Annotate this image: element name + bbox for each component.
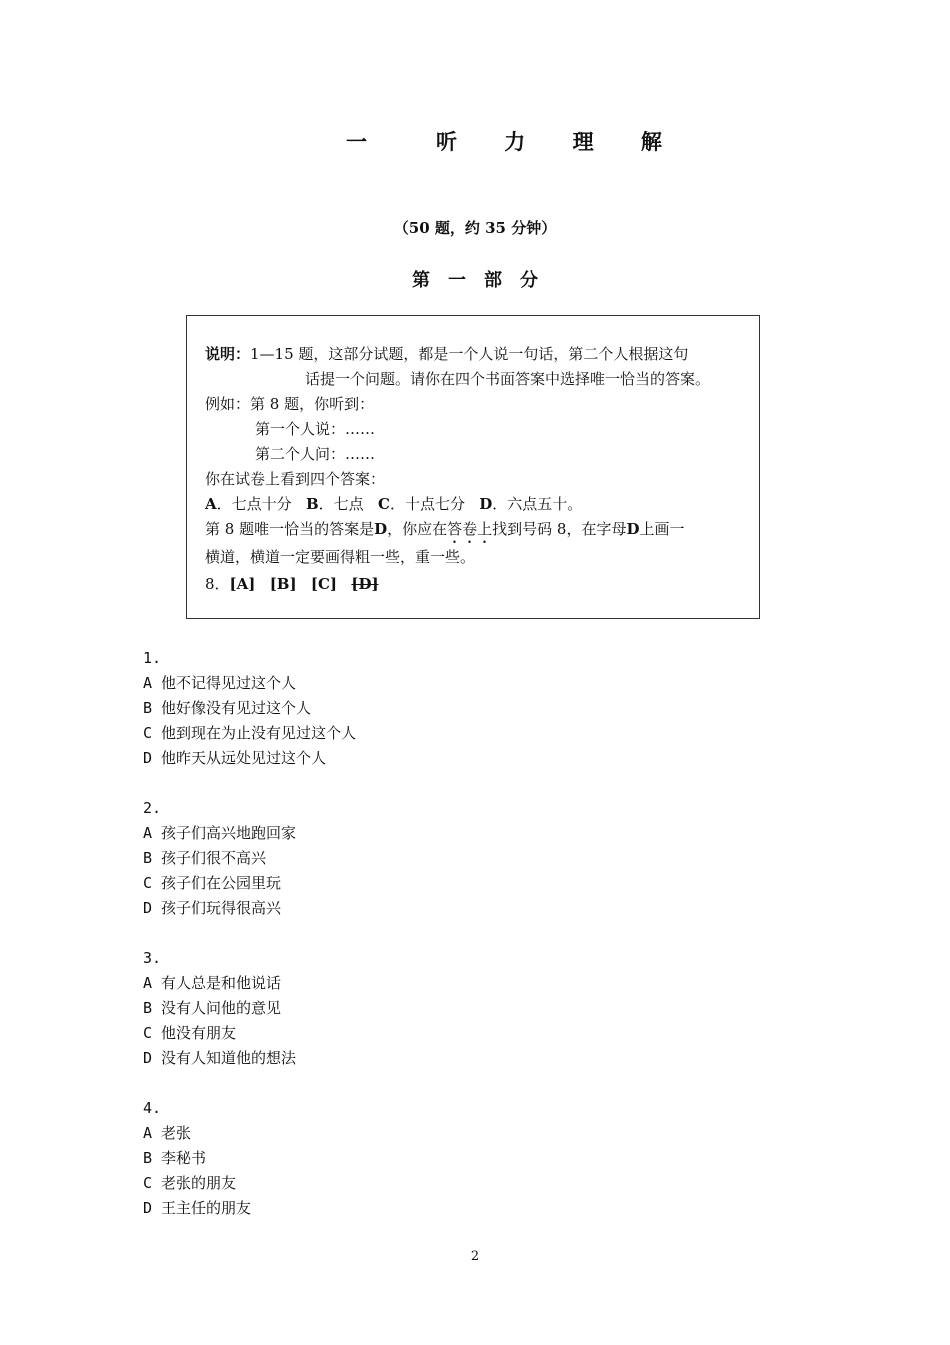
sample-answer-sheet: 8．[A] [B] [C] [D]	[205, 575, 379, 593]
question-option: A 老张	[143, 1124, 192, 1142]
question-option: B 没有人问他的意见	[143, 999, 282, 1017]
part-title: 听 力 理 解	[436, 129, 682, 154]
question-1	[143, 646, 643, 771]
question-option: C 老张的朋友	[143, 1174, 237, 1192]
question-number: 3.	[143, 949, 162, 967]
example-answer-line: 第 8 题唯一恰当的答案是D，你应在答卷上找到号码 8，在字母D上画一	[205, 520, 685, 538]
marked-answer-d: [D]	[351, 575, 379, 593]
question-option: B 李秘书	[143, 1149, 207, 1167]
example-see-answers: 你在试卷上看到四个答案：	[205, 470, 386, 488]
part-number: 一	[346, 129, 367, 154]
question-option: C 孩子们在公园里玩	[143, 874, 282, 892]
question-option: B 他好像没有见过这个人	[143, 699, 312, 717]
question-option: D 王主任的朋友	[143, 1199, 252, 1217]
example-speaker-1: 第一个人说：……	[255, 420, 376, 438]
question-3	[143, 946, 643, 1071]
question-2	[143, 796, 643, 921]
example-intro: 例如：第 8 题，你听到：	[205, 395, 375, 413]
example-speaker-2: 第二个人问：……	[255, 445, 376, 463]
question-option: D 没有人知道他的想法	[143, 1049, 297, 1067]
question-option: C 他没有朋友	[143, 1024, 237, 1042]
question-option: A 有人总是和他说话	[143, 974, 282, 992]
example-options: A．七点十分 B．七点 C．十点七分 D．六点五十。	[205, 495, 583, 513]
part-subtitle: （50 题，约 35 分钟）	[393, 219, 557, 237]
question-option: A 他不记得见过这个人	[143, 674, 297, 692]
question-option: A 孩子们高兴地跑回家	[143, 824, 297, 842]
instructions-label: 说明：	[205, 345, 251, 363]
question-number: 2.	[143, 799, 162, 817]
example-answer-cont: 横道，横道一定要画得粗一些，重一些。	[205, 548, 476, 566]
page-number: 2	[470, 1249, 480, 1264]
question-number: 1.	[143, 649, 162, 667]
section-title: 第一部分	[412, 270, 556, 291]
question-4	[143, 1096, 643, 1221]
question-option: D 孩子们玩得很高兴	[143, 899, 282, 917]
instructions-line-1: 说明：1—15 题，这部分试题，都是一个人说一句话，第二个人根据这句	[205, 345, 689, 363]
question-option: C 他到现在为止没有见过这个人	[143, 724, 357, 742]
question-number: 4.	[143, 1099, 162, 1117]
instructions-line-2: 话提一个问题。请你在四个书面答案中选择唯一恰当的答案。	[305, 370, 711, 388]
question-option: D 他昨天从远处见过这个人	[143, 749, 327, 767]
question-option: B 孩子们很不高兴	[143, 849, 267, 867]
question-list	[143, 646, 643, 1246]
instructions-box	[186, 315, 760, 619]
